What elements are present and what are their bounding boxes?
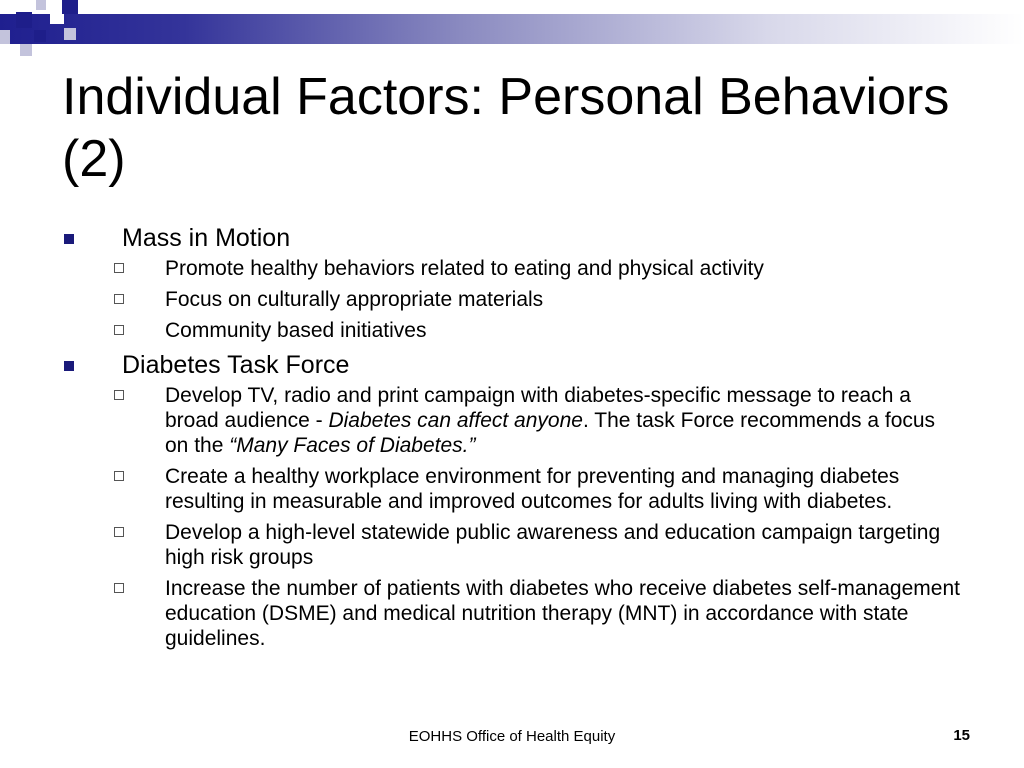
page-number: 15 <box>953 727 970 744</box>
square-bullet-icon <box>64 361 74 371</box>
list-item <box>0 576 1024 651</box>
list-item <box>0 464 1024 514</box>
list-item-text: Develop a high-level statewide public awareness and education campaign targeting high risk groups <box>165 521 941 569</box>
section-diabetes-task-force <box>0 349 1024 381</box>
list-item-text: Community based initiatives <box>165 319 427 342</box>
hollow-square-bullet-icon <box>114 527 124 537</box>
list-item-text: . The task Force recommends a focus on the <box>165 409 936 457</box>
slide-content <box>0 222 1024 657</box>
hollow-square-bullet-icon <box>114 583 124 593</box>
emphasis-text: Diabetes can affect anyone <box>328 409 583 432</box>
header-gradient-band <box>0 14 1024 44</box>
hollow-square-bullet-icon <box>114 325 124 335</box>
list-item-text: Focus on culturally appropriate materials <box>165 288 544 311</box>
section-heading: Mass in Motion <box>122 224 291 252</box>
list-item <box>0 256 1024 281</box>
list-item-text: Promote healthy behaviors related to eating and physical activity <box>165 257 764 280</box>
list-item <box>0 520 1024 570</box>
list-item-text: Develop TV, radio and print campaign with diabetes-specific message to reach a broad audience - <box>165 384 911 432</box>
list-item <box>0 383 1024 458</box>
hollow-square-bullet-icon <box>114 390 124 400</box>
hollow-square-bullet-icon <box>114 294 124 304</box>
list-item <box>0 287 1024 312</box>
slide-title: Individual Factors: Personal Behaviors (2) <box>62 68 950 188</box>
hollow-square-bullet-icon <box>114 263 124 273</box>
emphasis-text: “Many Faces of Diabetes.” <box>229 434 476 457</box>
list-item <box>0 318 1024 343</box>
square-bullet-icon <box>64 234 74 244</box>
section-mass-in-motion <box>0 222 1024 254</box>
section-heading: Diabetes Task Force <box>122 351 350 379</box>
hollow-square-bullet-icon <box>114 471 124 481</box>
footer-text: EOHHS Office of Health Equity <box>408 728 616 745</box>
list-item-text: Create a healthy workplace environment for preventing and managing diabetes resulting in measurable and improved outcomes for adults living with diabetes. <box>165 465 900 513</box>
list-item-text: Increase the number of patients with diabetes who receive diabetes self-management education (DSME) and medical nutrition therapy (MNT) in accordance with state guidelines. <box>165 577 960 650</box>
